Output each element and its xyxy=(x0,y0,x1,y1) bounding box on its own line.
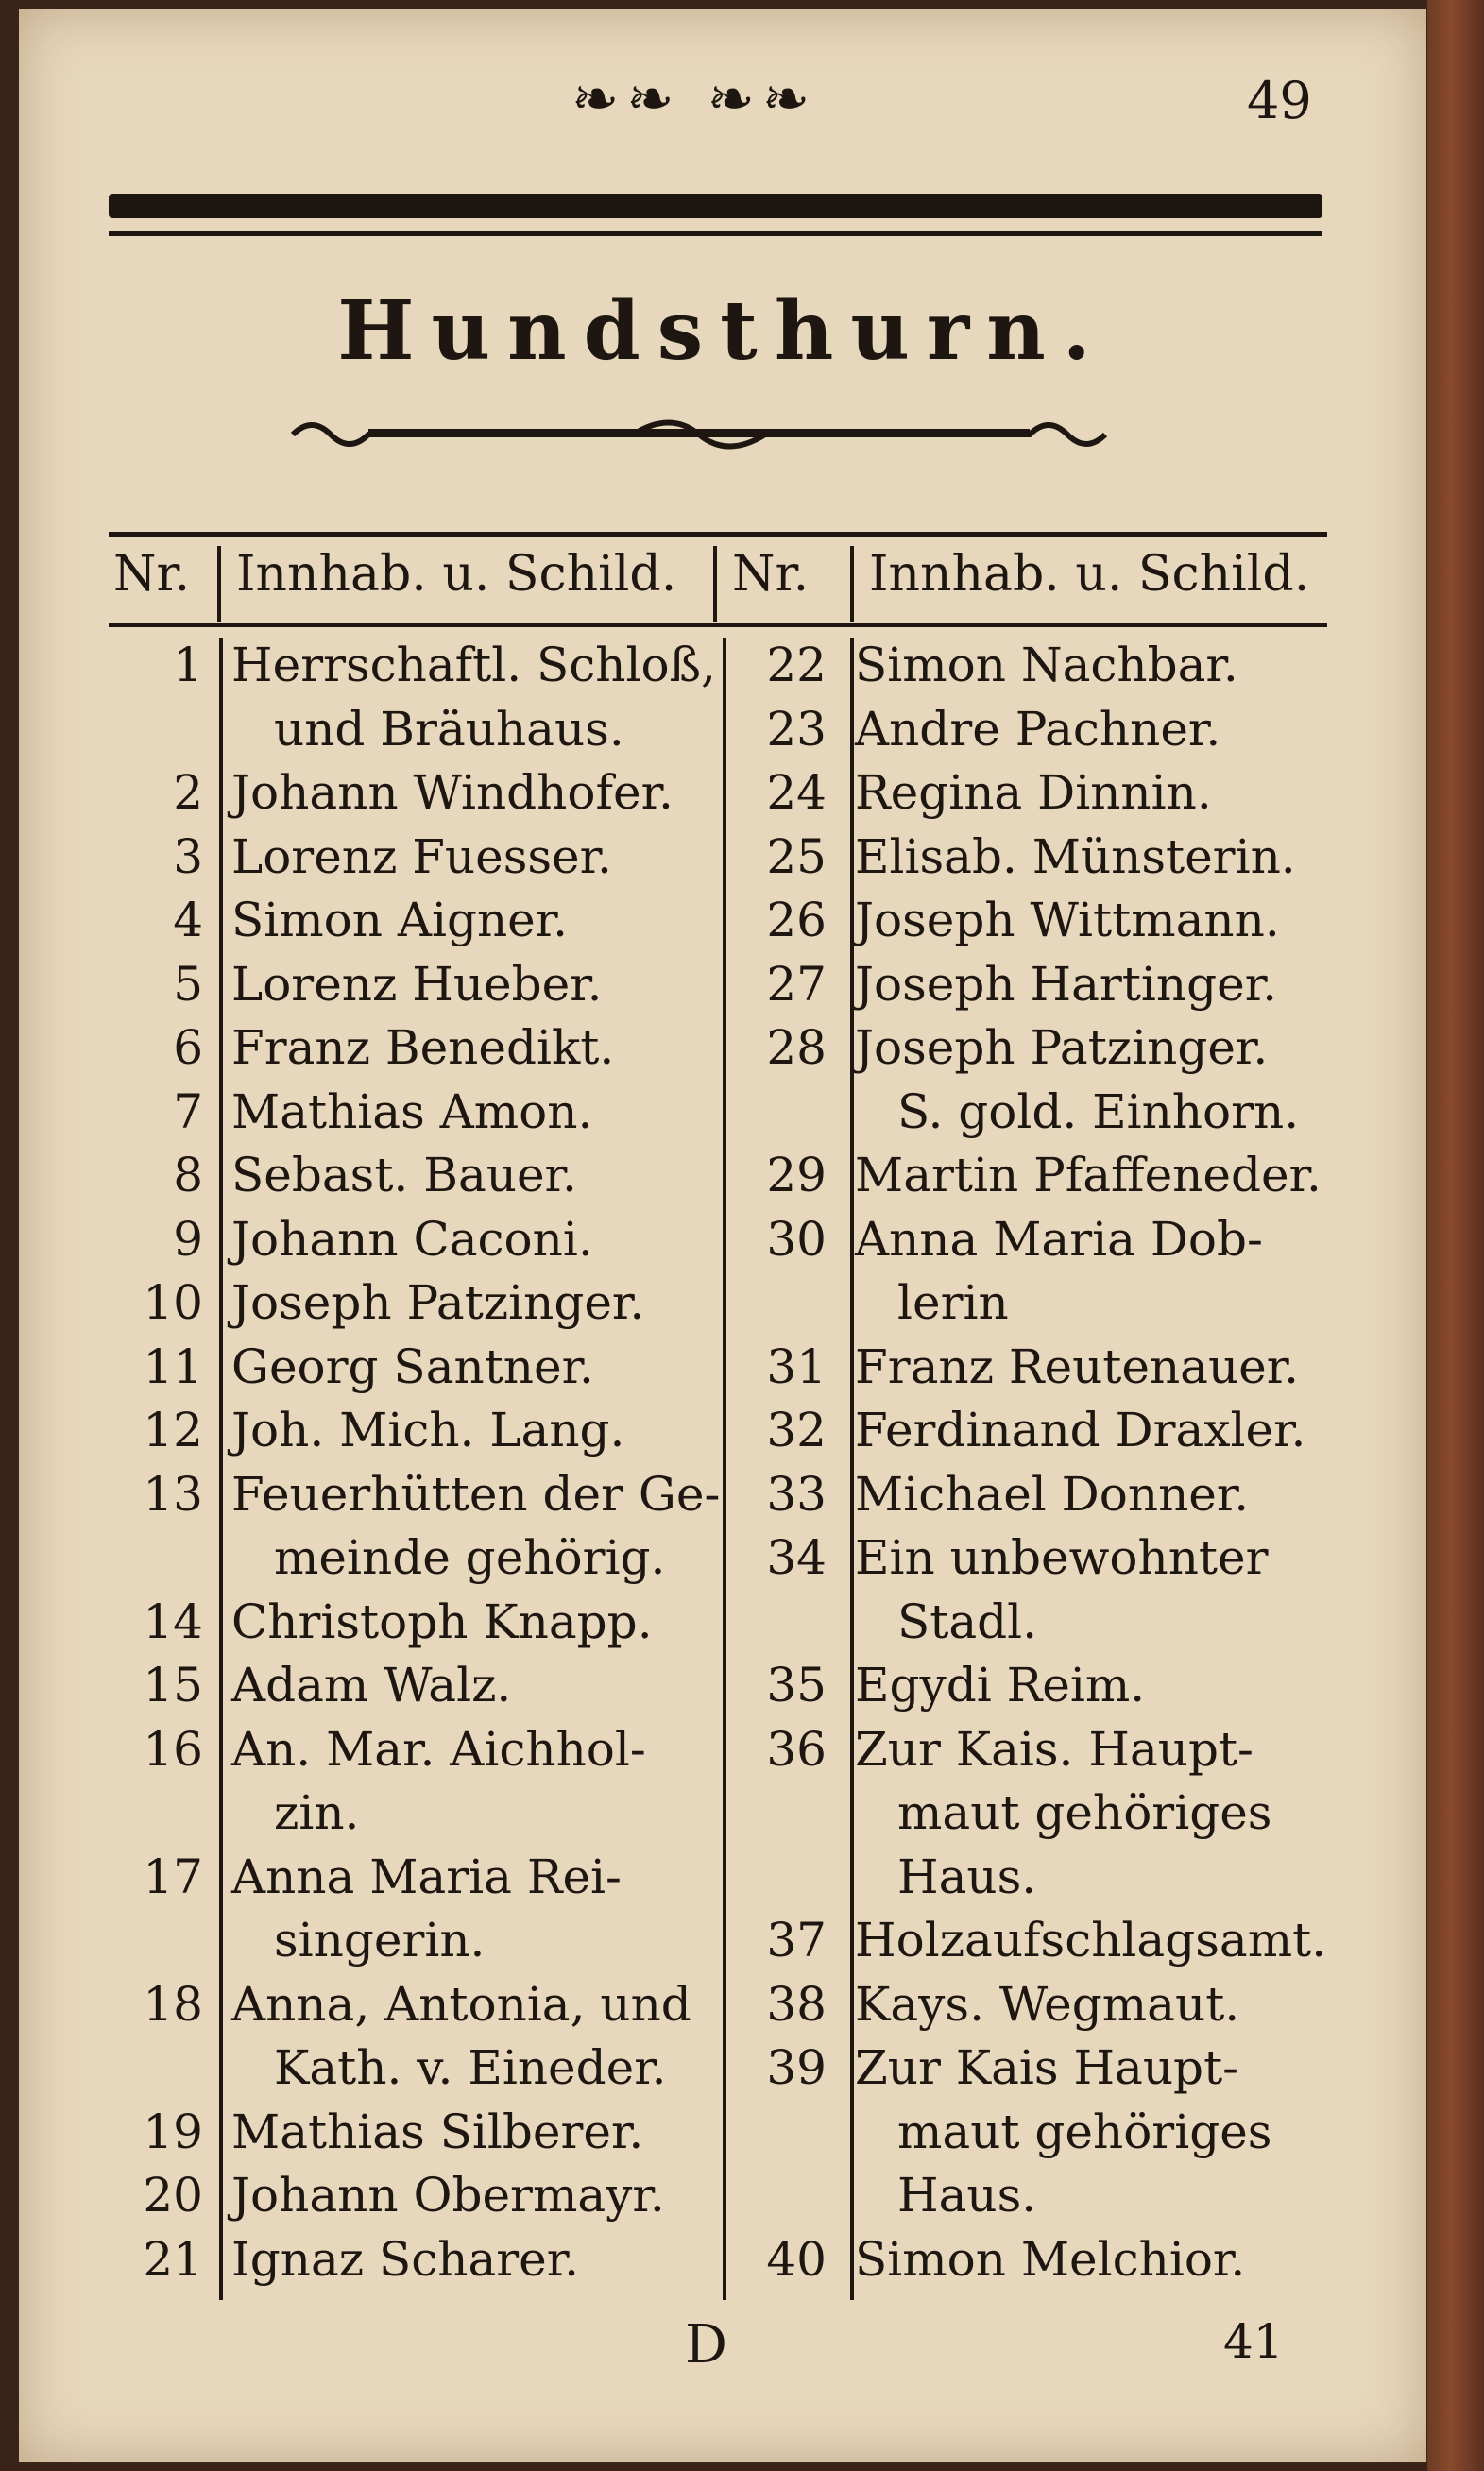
owner-name: Sebast. Bauer. xyxy=(231,1148,577,1202)
house-number: 36 xyxy=(766,1721,827,1777)
house-number: 17 xyxy=(143,1849,203,1904)
house-number: 21 xyxy=(143,2231,203,2287)
house-number: 2 xyxy=(173,765,203,820)
table-top-rule xyxy=(109,532,1327,537)
book-page xyxy=(19,9,1426,2462)
owner-name: Andre Pachner. xyxy=(855,701,1221,757)
owner-name: Feuerhütten der Ge- xyxy=(231,1466,721,1522)
page-title: Hundsthurn. xyxy=(337,283,1108,379)
house-number: 26 xyxy=(766,893,827,947)
owner-name: Mathias Amon. xyxy=(231,1083,593,1139)
house-number: 29 xyxy=(766,1148,827,1202)
house-number: 1 xyxy=(173,638,203,692)
owner-name: Herrschaftl. Schloß, xyxy=(231,638,716,692)
house-number: 9 xyxy=(173,1211,203,1267)
page-number: 49 xyxy=(1247,71,1312,130)
owner-name: Joh. Mich. Lang. xyxy=(231,1403,625,1457)
house-number: 5 xyxy=(173,956,203,1012)
house-number: 28 xyxy=(766,1020,827,1075)
owner-name: Simon Nachbar. xyxy=(855,638,1238,692)
owner-name: Joseph Wittmann. xyxy=(855,893,1280,947)
header-owner-left: Innhab. u. Schild. xyxy=(236,546,677,603)
owner-name: An. Mar. Aichhol- xyxy=(231,1721,646,1777)
owner-name: Johann Caconi. xyxy=(231,1211,593,1267)
header-divider xyxy=(217,546,221,622)
header-nr-left: Nr. xyxy=(113,546,191,603)
middle-column-divider xyxy=(723,638,726,2300)
house-number: 39 xyxy=(766,2040,827,2095)
house-number: 30 xyxy=(766,1211,827,1267)
owner-name: Ein unbewohnter xyxy=(855,1530,1269,1585)
house-number: 7 xyxy=(173,1083,203,1139)
header-divider xyxy=(713,546,717,622)
owner-name: Regina Dinnin. xyxy=(855,765,1212,820)
owner-name: Kath. v. Eineder. xyxy=(274,2040,667,2095)
owner-name: Zur Kais. Haupt- xyxy=(855,1721,1254,1777)
house-number: 10 xyxy=(143,1275,203,1330)
owner-name: Anna Maria Rei- xyxy=(231,1849,622,1904)
owner-name: Anna Maria Dob- xyxy=(855,1211,1263,1267)
house-number: 33 xyxy=(766,1466,827,1522)
owner-name: zin. xyxy=(274,1785,360,1840)
house-number: 15 xyxy=(143,1658,203,1713)
catchword: 41 xyxy=(1223,2314,1284,2369)
owner-name: Kays. Wegmaut. xyxy=(855,1976,1240,2032)
house-number: 24 xyxy=(766,765,827,820)
owner-name: Simon Melchior. xyxy=(855,2231,1246,2287)
owner-name: Georg Santner. xyxy=(231,1338,594,1394)
owner-name: meinde gehörig. xyxy=(274,1530,666,1585)
owner-name: Ferdinand Draxler. xyxy=(855,1403,1306,1457)
house-number: 4 xyxy=(173,893,203,947)
owner-name: Franz Reutenauer. xyxy=(855,1338,1300,1394)
house-number: 11 xyxy=(143,1338,203,1394)
header-bottom-rule xyxy=(109,623,1327,627)
house-number: 38 xyxy=(766,1976,827,2032)
owner-name: Michael Donner. xyxy=(855,1466,1250,1522)
right-column-divider xyxy=(850,638,854,2300)
house-number: 14 xyxy=(143,1593,203,1649)
owner-name: Haus. xyxy=(897,1849,1037,1904)
owner-name: lerin xyxy=(897,1275,1009,1330)
house-number: 35 xyxy=(766,1658,827,1713)
owner-name: Zur Kais Haupt- xyxy=(855,2040,1239,2095)
house-number: 32 xyxy=(766,1403,827,1457)
owner-name: Lorenz Fuesser. xyxy=(231,828,612,884)
owner-name: Elisab. Münsterin. xyxy=(855,828,1296,884)
header-ornament: ❧❧ ❧❧ xyxy=(571,66,818,132)
owner-name: Lorenz Hueber. xyxy=(231,956,603,1012)
owner-name: Joseph Patzinger. xyxy=(231,1275,645,1330)
house-number: 23 xyxy=(766,701,827,757)
left-column-divider xyxy=(219,638,223,2300)
owner-name: Anna, Antonia, und xyxy=(231,1976,691,2032)
house-number: 3 xyxy=(173,828,203,884)
owner-name: Martin Pfaffeneder. xyxy=(855,1148,1322,1202)
header-nr-right: Nr. xyxy=(732,546,810,603)
house-number: 27 xyxy=(766,956,827,1012)
house-number: 40 xyxy=(766,2231,827,2287)
house-number: 25 xyxy=(766,828,827,884)
house-number: 16 xyxy=(143,1721,203,1777)
house-number: 31 xyxy=(766,1338,827,1394)
title-ornament-icon xyxy=(274,416,1124,453)
signature-mark: D xyxy=(685,2314,727,2376)
house-number: 8 xyxy=(173,1148,203,1202)
house-number: 20 xyxy=(143,2168,203,2223)
book-edge xyxy=(1427,0,1484,2471)
owner-name: Mathias Silberer. xyxy=(231,2104,644,2159)
owner-name: Christoph Knapp. xyxy=(231,1593,653,1649)
house-number: 13 xyxy=(143,1466,203,1522)
house-number: 12 xyxy=(143,1403,203,1457)
owner-name: Adam Walz. xyxy=(231,1658,512,1713)
house-number: 34 xyxy=(766,1530,827,1585)
house-number: 6 xyxy=(173,1020,203,1075)
house-number: 19 xyxy=(143,2104,203,2159)
top-rule-thin xyxy=(109,231,1322,236)
owner-name: Simon Aigner. xyxy=(231,893,569,947)
header-divider xyxy=(850,546,854,622)
house-number: 18 xyxy=(143,1976,203,2032)
owner-name: Ignaz Scharer. xyxy=(231,2231,580,2287)
owner-name: Joseph Patzinger. xyxy=(855,1020,1269,1075)
owner-name: und Bräuhaus. xyxy=(274,701,624,757)
owner-name: Haus. xyxy=(897,2168,1037,2223)
owner-name: maut gehöriges xyxy=(897,2104,1272,2159)
house-number: 22 xyxy=(766,638,827,692)
house-number: 37 xyxy=(766,1913,827,1968)
top-rule xyxy=(109,194,1322,218)
owner-name: Egydi Reim. xyxy=(855,1658,1146,1713)
owner-name: maut gehöriges xyxy=(897,1785,1272,1840)
owner-name: Stadl. xyxy=(897,1593,1038,1649)
owner-name: Franz Benedikt. xyxy=(231,1020,615,1075)
owner-name: Joseph Hartinger. xyxy=(855,956,1277,1012)
owner-name: Holzaufschlagsamt. xyxy=(855,1913,1327,1968)
owner-name: Johann Obermayr. xyxy=(231,2168,665,2223)
owner-name: S. gold. Einhorn. xyxy=(897,1083,1300,1139)
owner-name: singerin. xyxy=(274,1913,486,1968)
header-owner-right: Innhab. u. Schild. xyxy=(869,546,1310,603)
owner-name: Johann Windhofer. xyxy=(231,765,674,820)
